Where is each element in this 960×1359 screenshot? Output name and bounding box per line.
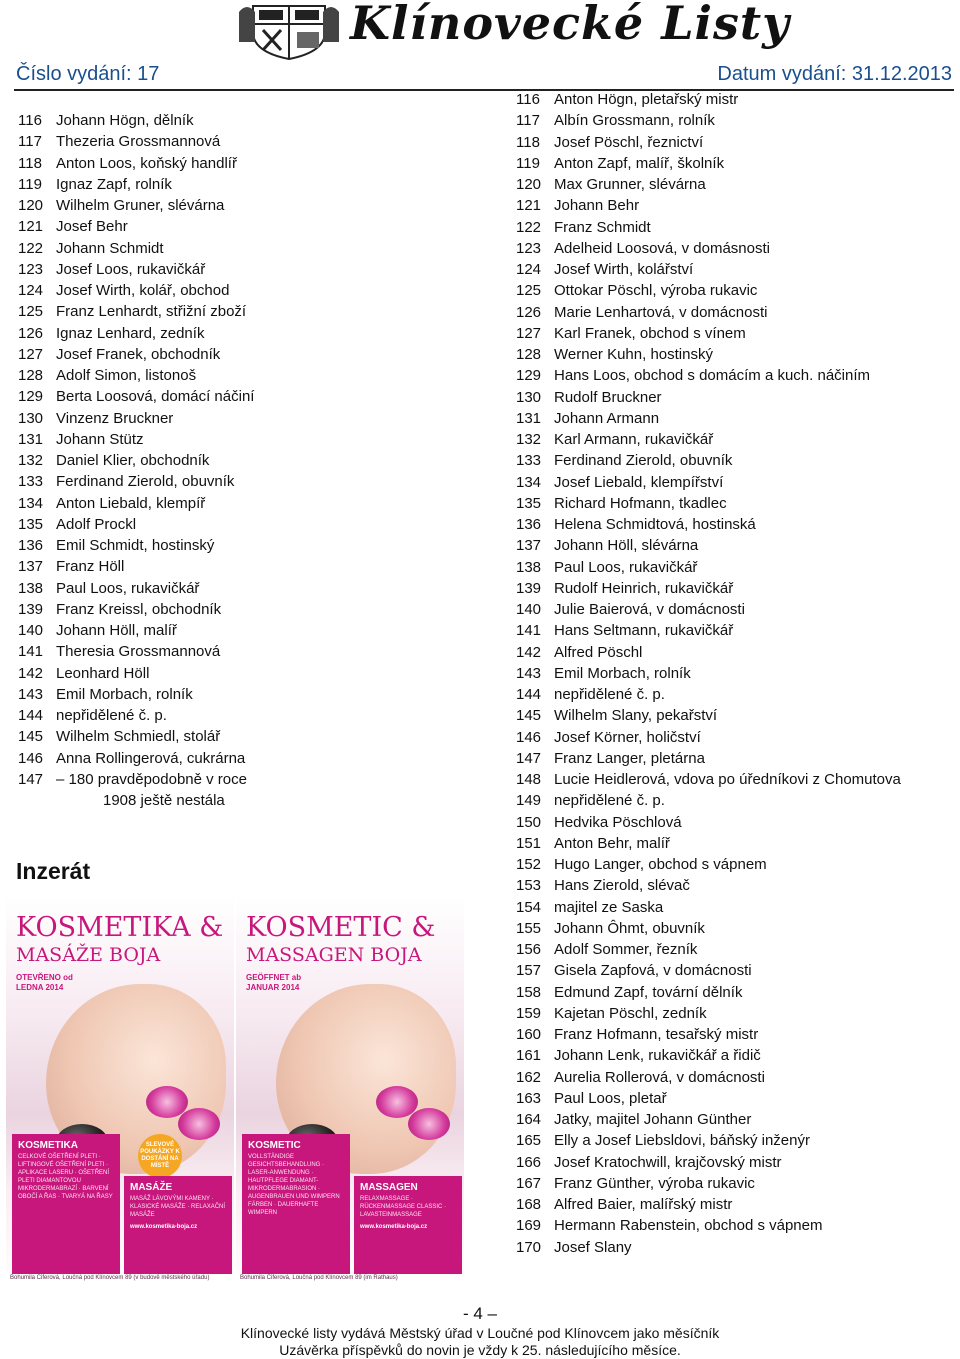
list-item: 154 majitel ze Saska	[516, 898, 664, 916]
list-item: 153 Hans Zierold, slévač	[516, 877, 690, 895]
list-item: 137 Johann Höll, slévárna	[516, 537, 699, 555]
list-item: 149 nepřidělené č. p.	[516, 792, 665, 810]
list-item: 165 Elly a Josef Liebsldovi, báňský inženýr	[516, 1132, 810, 1150]
list-item: 119 Ignaz Zapf, rolník	[18, 175, 172, 193]
list-item: 146 Josef Körner, holičství	[516, 728, 701, 746]
list-item: 119 Anton Zapf, malíř, školník	[516, 154, 725, 172]
list-item: 138 Paul Loos, rukavičkář	[516, 558, 698, 576]
ad-box-items: MASÁŽ LÁVOVÝMI KAMENY · KLASICKÉ MASÁŽE · RELAXAČNÍ MASÁŽE	[130, 1196, 226, 1218]
list-item: 161 Johann Lenk, rukavičkář a řidič	[516, 1047, 761, 1065]
orchid-icon	[178, 1108, 220, 1140]
ad-footer: Bohumila Ciferová, Loučná pod Klínovcem 89 (v budově městského úřadu)	[6, 1274, 234, 1292]
ad-services-box	[12, 1134, 120, 1276]
list-item: 158 Edmund Zapf, tovární dělník	[516, 983, 743, 1001]
ad-box-title: MASSAGEN	[360, 1182, 418, 1193]
list-item: 120 Max Grunner, slévárna	[516, 176, 706, 193]
list-item: 132 Karl Armann, rukavičkář	[516, 431, 714, 448]
issue-date: Datum vydání: 31.12.2013	[717, 63, 952, 85]
list-item: 139 Franz Kreissl, obchodník	[18, 600, 222, 618]
ad-box-items: RELAXMASSAGE · RÜCKENMASSAGE CLASSIC · LAVASTEINMASSAGE	[360, 1196, 447, 1218]
ad-box-title: KOSMETIC	[248, 1140, 301, 1151]
list-item: 124 Josef Wirth, kolář, obchod	[18, 282, 230, 299]
list-item: 148 Lucie Heidlerová, vdova po úředníkovi z Chomutova	[516, 771, 901, 788]
list-item: 136 Helena Schmidtová, hostinská	[516, 516, 756, 533]
list-item: 141 Hans Seltmann, rukavičkář	[516, 622, 734, 640]
voucher-badge: SLEVOVÉ POUKÁZKY K DOSTÁNÍ NA MÍSTĚ	[138, 1134, 182, 1178]
page-number: - 4 –	[462, 1304, 498, 1323]
list-item: 116 Anton Högn, pletařský mistr	[516, 91, 739, 108]
list-item: 131 Johann Stütz	[18, 430, 144, 448]
list-item: 146 Anna Rollingerová, cukrárna	[18, 749, 246, 767]
list-item: 169 Hermann Rabenstein, obchod s vápnem	[516, 1217, 823, 1235]
list-item: 155 Johann Ôhmt, obuvník	[516, 919, 705, 937]
list-item: 122 Johann Schmidt	[18, 239, 164, 257]
list-item: 138 Paul Loos, rukavičkář	[18, 579, 200, 597]
ad-subheadline: MASÁŽE BOJA	[16, 944, 161, 966]
list-item: 128 Werner Kuhn, hostinský	[516, 346, 713, 363]
list-item: 143 Emil Morbach, rolník	[18, 685, 193, 703]
list-item: 150 Hedvika Pöschlová	[516, 813, 682, 831]
list-item: 120 Wilhelm Gruner, slévárna	[18, 197, 225, 214]
newspaper-title: Klínovecké Listy	[350, 0, 790, 50]
list-item: 124 Josef Wirth, kolářství	[516, 261, 694, 278]
list-item: 121 Josef Behr	[18, 218, 128, 236]
footer-publisher: Klínovecké listy vydává Městský úřad v Loučné pod Klínovcem jako měsíčník	[240, 1325, 720, 1341]
list-item: 125 Ottokar Pöschl, výroba rukavic	[516, 282, 758, 300]
list-item: 170 Josef Slany	[516, 1238, 632, 1256]
list-item: 133 Ferdinand Zierold, obuvník	[516, 452, 733, 470]
list-item: 128 Adolf Simon, listonoš	[18, 367, 197, 384]
list-item: 144 nepřidělené č. p.	[18, 707, 167, 724]
ad-services-box	[242, 1134, 350, 1276]
list-item: 140 Julie Baierová, v domácnosti	[516, 601, 745, 618]
list-item: 126 Marie Lenhartová, v domácnosti	[516, 303, 768, 321]
right-house-list	[516, 89, 956, 1258]
list-item-continuation: 1908 ještě nestála	[103, 792, 225, 809]
list-item: 118 Anton Loos, koňský handlíř	[18, 154, 237, 172]
list-item: 167 Franz Günther, výroba rukavic	[516, 1174, 755, 1192]
list-item: 142 Alfred Pöschl	[516, 643, 643, 661]
ad-services-box	[124, 1176, 232, 1276]
list-item: 135 Adolf Prockl	[18, 515, 137, 533]
list-item: 144 nepřidělené č. p.	[516, 686, 665, 703]
list-item: 127 Karl Franek, obchod s vínem	[516, 324, 746, 342]
list-item: 137 Franz Höll	[18, 558, 125, 576]
list-item: 147 – 180 pravděpodobně v roce	[18, 770, 247, 788]
ad-opening: GEÖFFNET ab JANUAR 2014	[246, 973, 302, 992]
list-item: 135 Richard Hofmann, tkadlec	[516, 494, 727, 512]
list-item: 134 Anton Liebald, klempíř	[18, 494, 206, 512]
list-item: 134 Josef Liebald, klempířství	[516, 473, 724, 491]
ad-subheadline: MASSAGEN BOJA	[246, 944, 422, 966]
list-item: 129 Hans Loos, obchod s domácím a kuch. náčiním	[516, 367, 870, 385]
list-item: 117 Thezeria Grossmannová	[18, 133, 221, 151]
ad-website: www.kosmetika-boja.cz	[130, 1224, 198, 1230]
ad-website: www.kosmetika-boja.cz	[360, 1224, 428, 1230]
list-item: 152 Hugo Langer, obchod s vápnem	[516, 856, 767, 873]
list-item: 157 Gisela Zapfová, v domácnosti	[516, 962, 752, 980]
list-item: 129 Berta Loosová, domácí náčiní	[18, 388, 255, 406]
ad-headline: KOSMETIC &	[246, 912, 436, 943]
list-item: 145 Wilhelm Slany, pekařství	[516, 707, 718, 725]
footer-deadline: Uzávěrka příspěvků do novin je vždy k 25. následujícího měsíce.	[279, 1342, 681, 1358]
list-item: 163 Paul Loos, pletař	[516, 1089, 667, 1107]
list-item: 130 Rudolf Bruckner	[516, 388, 662, 406]
list-item: 162 Aurelia Rollerová, v domácnosti	[516, 1068, 765, 1086]
list-item: 127 Josef Franek, obchodník	[18, 345, 221, 363]
list-item: 117 Albín Grossmann, rolník	[516, 112, 715, 130]
list-item: 132 Daniel Klier, obchodník	[18, 452, 210, 469]
list-item: 160 Franz Hofmann, tesařský mistr	[516, 1026, 759, 1043]
ad-opening: OTEVŘENO od LEDNA 2014	[16, 973, 73, 992]
list-item: 156 Adolf Sommer, řezník	[516, 941, 698, 958]
list-item: 133 Ferdinand Zierold, obuvník	[18, 473, 235, 491]
ad-headline: KOSMETIKA &	[16, 912, 224, 943]
list-item: 121 Johann Behr	[516, 197, 640, 215]
list-item: 140 Johann Höll, malíř	[18, 622, 177, 639]
list-item: 147 Franz Langer, pletárna	[516, 749, 705, 767]
orchid-icon	[408, 1108, 450, 1140]
issue-number: Číslo vydání: 17	[16, 63, 160, 85]
list-item: 116 Johann Högn, dělník	[18, 112, 194, 129]
advertisement-heading: Inzerát	[16, 858, 91, 884]
masthead	[0, 0, 960, 92]
left-house-list	[18, 110, 488, 811]
list-item: 122 Franz Schmidt	[516, 218, 651, 236]
list-item: 159 Kajetan Pöschl, zedník	[516, 1004, 707, 1022]
ad-box-title: KOSMETIKA	[18, 1140, 78, 1151]
list-item: 143 Emil Morbach, rolník	[516, 664, 691, 682]
list-item: 125 Franz Lenhardt, střižní zboží	[18, 303, 247, 321]
list-item: 123 Josef Loos, rukavičkář	[18, 260, 206, 278]
list-item: 164 Jatky, majitel Johann Günther	[516, 1111, 752, 1128]
list-item: 131 Johann Armann	[516, 409, 660, 427]
list-item: 151 Anton Behr, malíř	[516, 834, 670, 852]
list-item: 126 Ignaz Lenhard, zedník	[18, 324, 205, 342]
advertisement-czech	[6, 896, 234, 1292]
list-item: 139 Rudolf Heinrich, rukavičkář	[516, 579, 734, 597]
advertisement-german	[236, 896, 464, 1292]
ad-box-items: VOLLSTÄNDIGE GESICHTSBEHANDLUNG · LASER-ANWENDUNG · HAUTPFLEGE DIAMANT-MIKRODERMABRASION · AUGENBRAUEN UND WIMPERN FÄRBEN · DAUERHAFTE WIMPERN	[248, 1154, 340, 1216]
ad-box-items: CELKOVÉ OŠETŘENÍ PLETI · LIFTINGOVÉ OŠETŘENÍ PLETI · APLIKACE LASERU · OŠETŘENÍ PLETI DIAMANTOVOU MIKRODERMABRAZÍ · BARVENÍ OBOČÍ A ŘAS · TVARYÁ NA ŘASY	[18, 1154, 113, 1200]
list-item: 168 Alfred Baier, malířský mistr	[516, 1196, 733, 1213]
list-item: 136 Emil Schmidt, hostinský	[18, 537, 215, 554]
ad-services-box	[354, 1176, 462, 1276]
list-item: 142 Leonhard Höll	[18, 664, 150, 682]
list-item: 130 Vinzenz Bruckner	[18, 409, 174, 427]
list-item: 145 Wilhelm Schmiedl, stolář	[18, 728, 221, 746]
list-item: 123 Adelheid Loosová, v domásnosti	[516, 239, 770, 257]
list-item: 166 Josef Kratochwill, krajčovský mistr	[516, 1153, 782, 1171]
list-item: 118 Josef Pöschl, řeznictví	[516, 133, 704, 151]
list-item: 141 Theresia Grossmannová	[18, 643, 221, 661]
ad-footer: Bohumila Ciferová, Loučná pod Klínovcem 89 (im Rathaus)	[236, 1274, 464, 1292]
ad-box-title: MASÁŽE	[130, 1182, 173, 1193]
town-crest-icon	[233, 2, 345, 60]
